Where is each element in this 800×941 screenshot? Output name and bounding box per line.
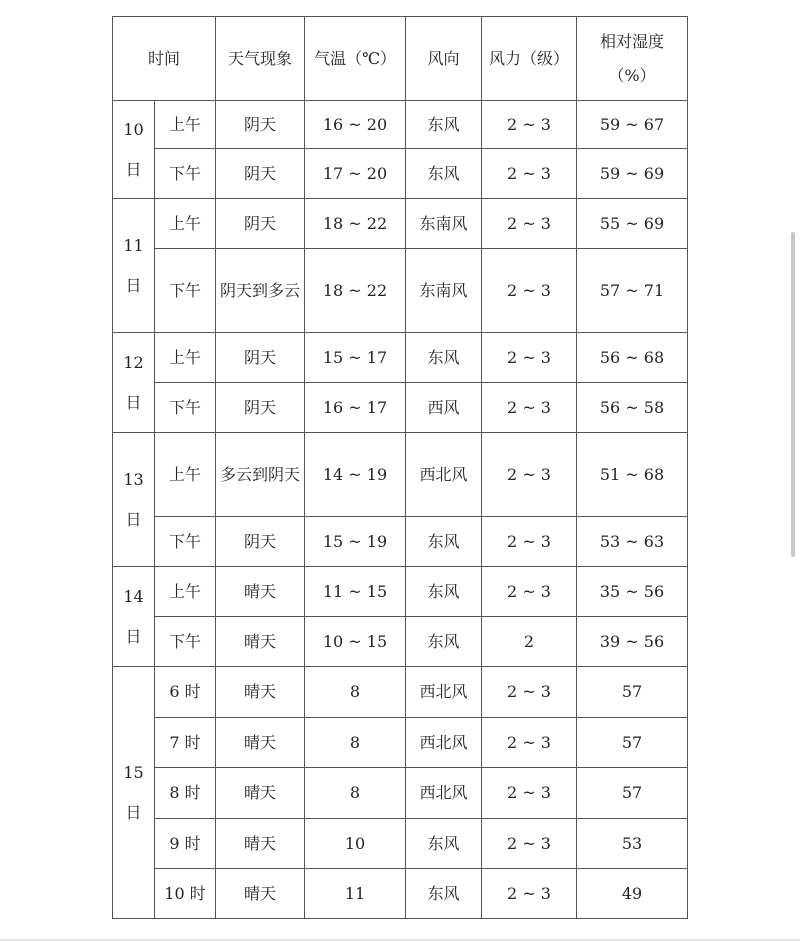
table-row [113, 869, 688, 919]
wind-direction-cell: 西北风 [406, 718, 482, 768]
humidity-cell: 57 ~ 71 [577, 249, 688, 333]
wind-force-cell: 2 ~ 3 [482, 249, 577, 333]
period-cell: 上午 [155, 199, 216, 249]
table-body [113, 101, 688, 919]
humidity-cell: 57 [577, 667, 688, 718]
day-cell: 14日 [113, 567, 155, 667]
wind-force-cell: 2 ~ 3 [482, 718, 577, 768]
wind-force-cell: 2 ~ 3 [482, 517, 577, 567]
temperature-cell: 16 ~ 20 [305, 101, 406, 149]
day-cell: 12日 [113, 333, 155, 433]
temperature-cell: 8 [305, 768, 406, 819]
weather-cell: 晴天 [216, 819, 305, 869]
table-row [113, 101, 688, 149]
humidity-cell: 57 [577, 768, 688, 819]
period-cell: 10 时 [155, 869, 216, 919]
humidity-cell: 56 ~ 58 [577, 383, 688, 433]
header-humidity-label: 相对湿度 [600, 31, 665, 51]
wind-direction-cell: 东风 [406, 101, 482, 149]
table-row [113, 333, 688, 383]
wind-force-cell: 2 ~ 3 [482, 667, 577, 718]
weather-cell: 晴天 [216, 667, 305, 718]
table-row [113, 819, 688, 869]
wind-direction-cell: 东风 [406, 617, 482, 667]
table-row [113, 383, 688, 433]
wind-force-cell: 2 [482, 617, 577, 667]
weather-cell: 晴天 [216, 869, 305, 919]
wind-direction-cell: 东风 [406, 869, 482, 919]
table-row [113, 517, 688, 567]
table-row [113, 567, 688, 617]
period-cell: 下午 [155, 617, 216, 667]
humidity-cell: 59 ~ 69 [577, 149, 688, 199]
period-cell: 8 时 [155, 768, 216, 819]
day-cell: 11日 [113, 199, 155, 333]
humidity-cell: 56 ~ 68 [577, 333, 688, 383]
wind-force-cell: 2 ~ 3 [482, 101, 577, 149]
weather-cell: 晴天 [216, 718, 305, 768]
period-cell: 6 时 [155, 667, 216, 718]
table-row [113, 149, 688, 199]
period-cell: 上午 [155, 567, 216, 617]
humidity-cell: 51 ~ 68 [577, 433, 688, 517]
temperature-cell: 14 ~ 19 [305, 433, 406, 517]
period-cell: 下午 [155, 149, 216, 199]
humidity-cell: 53 [577, 819, 688, 869]
table-row [113, 667, 688, 718]
temperature-cell: 18 ~ 22 [305, 249, 406, 333]
humidity-cell: 53 ~ 63 [577, 517, 688, 567]
scrollbar-thumb[interactable] [791, 232, 795, 557]
wind-direction-cell: 西北风 [406, 667, 482, 718]
temperature-cell: 11 ~ 15 [305, 567, 406, 617]
wind-direction-cell: 西风 [406, 383, 482, 433]
period-cell: 下午 [155, 249, 216, 333]
period-cell: 上午 [155, 433, 216, 517]
wind-force-cell: 2 ~ 3 [482, 567, 577, 617]
wind-force-cell: 2 ~ 3 [482, 333, 577, 383]
temperature-cell: 17 ~ 20 [305, 149, 406, 199]
humidity-cell: 39 ~ 56 [577, 617, 688, 667]
table-row [113, 433, 688, 517]
weather-cell: 晴天 [216, 617, 305, 667]
temperature-cell: 10 ~ 15 [305, 617, 406, 667]
weather-cell: 阴天 [216, 517, 305, 567]
wind-force-cell: 2 ~ 3 [482, 199, 577, 249]
header-temperature: 气温（℃） [305, 17, 406, 101]
header-time: 时间 [113, 17, 216, 101]
weather-cell: 阴天 [216, 383, 305, 433]
wind-force-cell: 2 ~ 3 [482, 768, 577, 819]
wind-direction-cell: 西北风 [406, 768, 482, 819]
period-cell: 9 时 [155, 819, 216, 869]
period-cell: 上午 [155, 333, 216, 383]
weather-cell: 多云到阴天 [216, 433, 305, 517]
wind-force-cell: 2 ~ 3 [482, 383, 577, 433]
period-cell: 下午 [155, 383, 216, 433]
temperature-cell: 16 ~ 17 [305, 383, 406, 433]
wind-direction-cell: 东风 [406, 819, 482, 869]
weather-cell: 阴天 [216, 333, 305, 383]
wind-direction-cell: 西北风 [406, 433, 482, 517]
table-row [113, 249, 688, 333]
wind-force-cell: 2 ~ 3 [482, 433, 577, 517]
humidity-cell: 49 [577, 869, 688, 919]
period-cell: 7 时 [155, 718, 216, 768]
wind-direction-cell: 东南风 [406, 199, 482, 249]
header-humidity [577, 17, 688, 101]
day-cell: 13日 [113, 433, 155, 567]
day-cell: 10日 [113, 101, 155, 199]
wind-force-cell: 2 ~ 3 [482, 149, 577, 199]
temperature-cell: 10 [305, 819, 406, 869]
table-row [113, 617, 688, 667]
temperature-cell: 8 [305, 718, 406, 768]
day-cell: 15日 [113, 667, 155, 919]
wind-direction-cell: 东风 [406, 149, 482, 199]
wind-direction-cell: 东风 [406, 517, 482, 567]
wind-direction-cell: 东风 [406, 567, 482, 617]
weather-cell: 晴天 [216, 768, 305, 819]
header-wind-direction: 风向 [406, 17, 482, 101]
header-weather: 天气现象 [216, 17, 305, 101]
table-row [113, 199, 688, 249]
header-wind-force: 风力（级） [482, 17, 577, 101]
weather-cell: 阴天 [216, 101, 305, 149]
humidity-cell: 55 ~ 69 [577, 199, 688, 249]
humidity-cell: 59 ~ 67 [577, 101, 688, 149]
weather-cell: 阴天 [216, 199, 305, 249]
header-humidity-unit: （%） [608, 65, 656, 85]
wind-direction-cell: 东风 [406, 333, 482, 383]
humidity-cell: 35 ~ 56 [577, 567, 688, 617]
table-row [113, 768, 688, 819]
temperature-cell: 11 [305, 869, 406, 919]
wind-force-cell: 2 ~ 3 [482, 819, 577, 869]
temperature-cell: 15 ~ 17 [305, 333, 406, 383]
humidity-cell: 57 [577, 718, 688, 768]
weather-cell: 晴天 [216, 567, 305, 617]
temperature-cell: 18 ~ 22 [305, 199, 406, 249]
weather-table [112, 16, 688, 919]
temperature-cell: 8 [305, 667, 406, 718]
period-cell: 下午 [155, 517, 216, 567]
weather-cell: 阴天 [216, 149, 305, 199]
table-row [113, 718, 688, 768]
wind-force-cell: 2 ~ 3 [482, 869, 577, 919]
header-row [113, 17, 688, 101]
wind-direction-cell: 东南风 [406, 249, 482, 333]
period-cell: 上午 [155, 101, 216, 149]
temperature-cell: 15 ~ 19 [305, 517, 406, 567]
weather-cell: 阴天到多云 [216, 249, 305, 333]
